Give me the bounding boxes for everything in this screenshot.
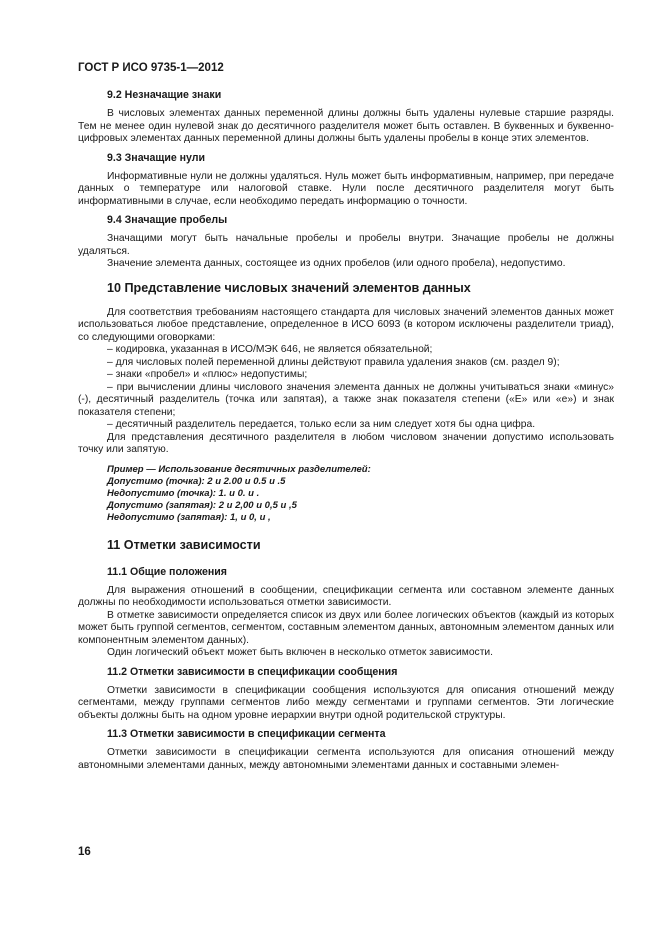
page-number: 16 bbox=[78, 846, 91, 858]
section-9-2-heading: 9.2 Незначащие знаки bbox=[107, 89, 222, 101]
section-10-paragraph: Для представления десятичного разделителя в любом числовом значении допустимо использовать точку или запятую. bbox=[78, 431, 614, 455]
section-10-heading: 10 Представление числовых значений элементов данных bbox=[107, 280, 471, 295]
section-10-paragraph: Для соответствия требованиям настоящего стандарта для числовых значений элементов данных может использоваться любое представление, определенное в ИСО 6093 (в котором исключены разделители триад), со следующими оговорками: bbox=[78, 306, 614, 343]
section-9-4-paragraph: Значащими могут быть начальные пробелы и пробелы внутри. Значащие пробелы не должны удаляться. bbox=[78, 233, 614, 257]
list-item: – десятичный разделитель передается, только если за ним следует хотя бы одна цифра. bbox=[107, 419, 536, 430]
section-11-3-paragraph: Отметки зависимости в спецификации сегмента используются для описания отношений между автономными элементами данных, между автономными элементами данных и составными элемен- bbox=[78, 747, 614, 771]
example-line: Пример — Использование десятичных разделителей: bbox=[107, 463, 371, 475]
section-11-2-heading: 11.2 Отметки зависимости в спецификации сообщения bbox=[107, 665, 398, 678]
list-item: – при вычислении длины числового значения элемента данных не должны учитываться знаки «минус» (-), десятичный разделитель (точка или запятая), а также знак показателя степени («E» или «e») и знак показателя степени; bbox=[78, 381, 614, 418]
document-header: ГОСТ Р ИСО 9735-1—2012 bbox=[78, 62, 224, 74]
section-11-1-paragraph: Для выражения отношений в сообщении, спецификации сегмента или составном элементе данных должны по необходимости использоваться отметки зависимости. bbox=[78, 584, 614, 608]
section-9-2-paragraph: В числовых элементах данных переменной длины должны быть удалены нулевые старшие разряды. Тем не менее один нулевой знак до десятичного разделителя может быть оставлен. В буквенных и буквенно-цифровых элементах данных переменной длины должны быть удалены пробелы в конце этих элементов. bbox=[78, 108, 614, 144]
section-11-3-heading: 11.3 Отметки зависимости в спецификации сегмента bbox=[107, 728, 386, 740]
list-item: – кодировка, указанная в ИСО/МЭК 646, не является обязательной; bbox=[107, 344, 433, 355]
example-line: Допустимо (запятая): 2 и 2,00 и 0,5 и ,5 bbox=[107, 499, 297, 511]
section-9-3-paragraph: Информативные нули не должны удаляться. Нуль может быть информативным, например, при передаче данных о температуре или налоговой ставке. Нули после десятичного разделителя могут быть информативными в случае, если необходимо передать информацию о точности. bbox=[78, 170, 614, 207]
section-11-1-heading: 11.1 Общие положения bbox=[107, 565, 227, 578]
section-11-heading: 11 Отметки зависимости bbox=[107, 537, 261, 552]
section-9-3-heading: 9.3 Значащие нули bbox=[107, 151, 206, 164]
list-item: – для числовых полей переменной длины действуют правила удаления знаков (см. раздел 9); bbox=[107, 356, 560, 368]
example-line: Недопустимо (запятая): 1, и 0, и , bbox=[107, 511, 271, 523]
section-11-1-paragraph: Один логический объект может быть включен в несколько отметок зависимости. bbox=[107, 647, 494, 658]
example-line: Недопустимо (точка): 1. и 0. и . bbox=[107, 487, 260, 499]
section-9-4-heading: 9.4 Значащие пробелы bbox=[107, 214, 228, 226]
example-block bbox=[78, 464, 614, 524]
document-page bbox=[78, 62, 614, 772]
section-11-2-paragraph: Отметки зависимости в спецификации сообщения используются для описания отношений между сегментами, между группами сегментов либо между сегментами и группами сегментов. Эти логические объекты должны быть на одном уровне иерархии внутри одной родительской структуры. bbox=[78, 684, 614, 721]
example-line: Допустимо (точка): 2 и 2.00 и 0.5 и .5 bbox=[107, 475, 286, 487]
list-item: – знаки «пробел» и «плюс» недопустимы; bbox=[107, 369, 308, 380]
section-9-4-paragraph: Значение элемента данных, состоящее из одних пробелов (или одного пробела), недопустимо. bbox=[107, 258, 566, 269]
section-11-1-paragraph: В отметке зависимости определяется список из двух или более логических объектов (каждый из которых может быть группой сегментов, сегментом, составным элементом данных, автономным элементом данных или компонентным элементом данных). bbox=[78, 609, 614, 646]
